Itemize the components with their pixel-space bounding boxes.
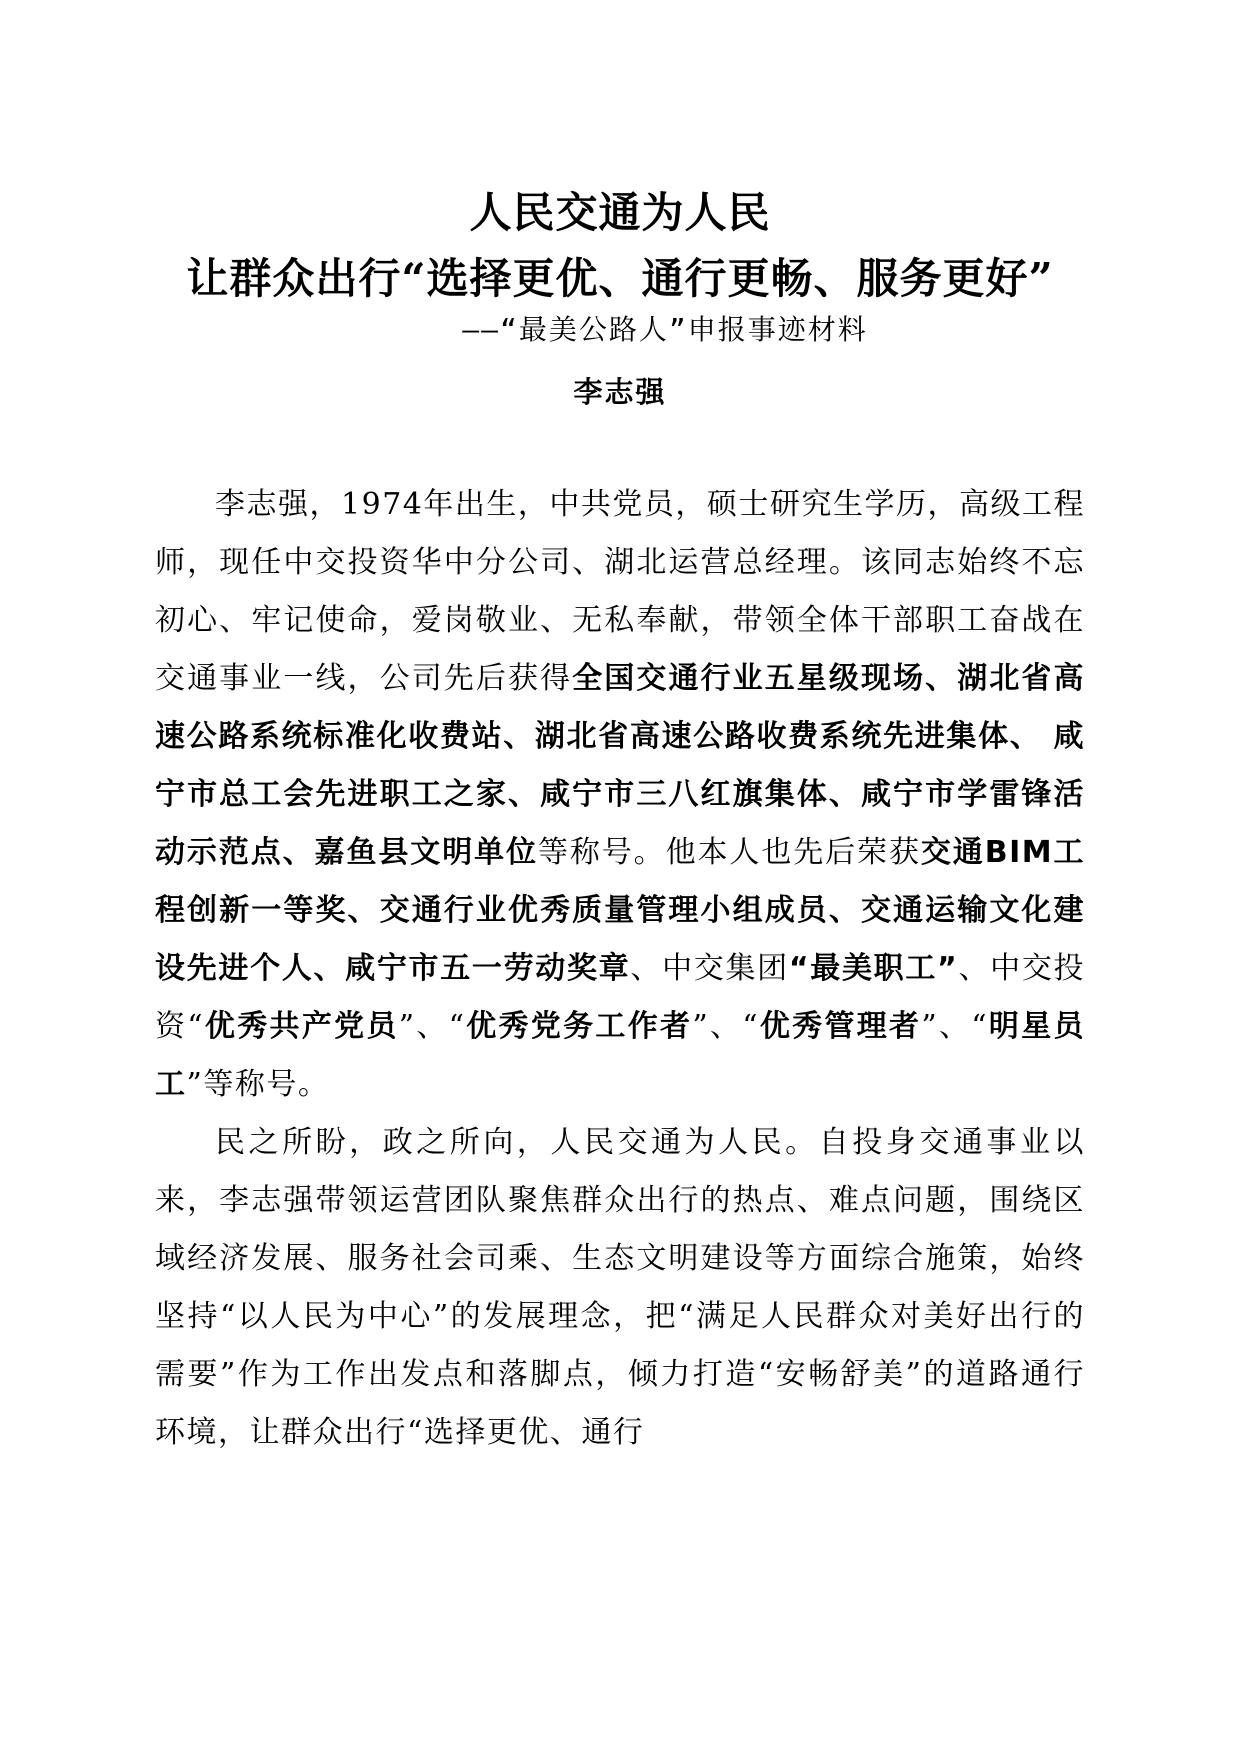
para1-segment-bold: 交通BIM工程创新一等奖、交通行业优秀质量管理小组成员、交通运输文化建设先进个人、咸宁市五一劳动奖章: [155, 835, 1085, 986]
body-text: [155, 476, 1085, 1462]
title-line-2: 让群众出行“选择更优、通行更畅、服务更好”: [186, 254, 1054, 303]
para1-segment-bold: 优秀管理者: [759, 1009, 922, 1044]
paragraph-1: [155, 476, 1085, 1114]
para1-segment: ”、“: [921, 1009, 989, 1044]
title-block: [130, 180, 1110, 312]
para1-segment: 、中交投资“: [155, 951, 1086, 1044]
para1-segment-bold: 全国交通行业五星级现场、湖北省高速公路系统标准化收费站、湖北省高速公路收费系统先进集体、 咸宁市总工会先进职工之家、咸宁市三八红旗集体、咸宁市学雷锋活动示范点、嘉鱼县文明单位: [155, 661, 1086, 870]
para1-segment-bold: 优秀党务工作者: [465, 1009, 693, 1044]
paragraph-2: 民之所盼，政之所向，人民交通为人民。自投身交通事业以来，李志强带领运营团队聚焦群众出行的热点、难点问题，围绕区域经济发展、服务社会司乘、生态文明建设等方面综合施策，始终坚持“以人民为中心”的发展理念，把“满足人民群众对美好出行的需要”作为工作出发点和落脚点，倾力打造“安畅舒美”的道路通行环境，让群众出行“选择更优、通行: [155, 1125, 1085, 1450]
para1-segment: ”、“: [692, 1009, 760, 1044]
para1-segment-bold: “最美职工”: [788, 951, 959, 986]
para1-segment: 等称号。他本人也先后荣获: [537, 835, 921, 870]
para1-segment: ”等称号。: [186, 1067, 330, 1102]
title-line-1: 人民交通为人民: [469, 188, 771, 237]
para1-segment: 、中交集团: [630, 951, 789, 986]
subtitle: ——“最美公路人”申报事迹材料: [462, 313, 868, 346]
para1-segment: ”、“: [398, 1009, 466, 1044]
para1-segment: 李志强，1974年出生，中共党员，硕士研究生学历，高级工程师，现任中交投资华中分公司、湖北运营总经理。该同志始终不忘初心、牢记使命，爱岗敬业、无私奉献，带领全体干部职工奋战在交通事业一线，公司先后获得: [155, 487, 1085, 696]
para1-segment-bold: 优秀共产党员: [204, 1009, 399, 1044]
author-name: 李志强: [573, 375, 667, 409]
para1-segment-bold: 明星员工: [155, 1009, 1086, 1102]
